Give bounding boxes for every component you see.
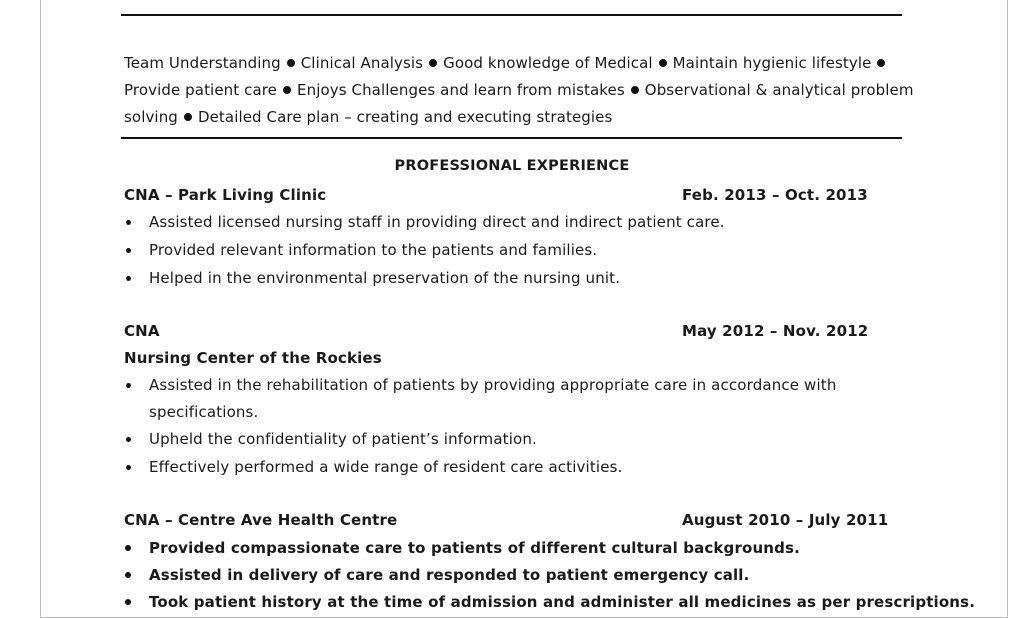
list-item-text: Assisted in the rehabilitation of patients by providing appropriate care in accordance with specifications. [149, 376, 837, 421]
skill-item: Good knowledge of Medical [443, 54, 653, 72]
skill-item: Provide patient care [124, 81, 278, 99]
skill-item: Maintain hygienic lifestyle [672, 54, 872, 72]
list-item-text: Helped in the environmental preservation of the nursing unit. [149, 269, 621, 287]
list-item-text: Took patient history at the time of admission and administer all medicines as per prescriptions. [149, 593, 976, 611]
bullet-dot-icon [631, 86, 639, 94]
section-heading-text: PROFESSIONAL EXPERIENCE [394, 158, 630, 174]
list-item-text: Assisted licensed nursing staff in providing direct and indirect patient care. [149, 213, 725, 231]
bullet-dot-icon [283, 86, 291, 94]
bullet-dot-icon [429, 59, 437, 67]
list-item-text: Effectively performed a wide range of resident care activities. [149, 458, 623, 476]
job-title: CNA – Park Living Clinic [124, 186, 327, 204]
list-item-text: Assisted in delivery of care and responded to patient emergency call. [149, 566, 750, 584]
bullet-dot-icon [877, 59, 885, 67]
list-item [124, 372, 884, 426]
section-divider [121, 137, 902, 139]
job-dates: August 2010 – July 2011 [682, 511, 889, 529]
skills-summary [124, 50, 914, 131]
job-dates: May 2012 – Nov. 2012 [682, 322, 869, 340]
job-title: CNA [124, 322, 160, 340]
skill-item: Detailed Care plan – creating and executing strategies [197, 108, 613, 126]
job-title: CNA – Centre Ave Health Centre [124, 511, 398, 529]
bullet-dot-icon [184, 113, 192, 121]
section-heading [0, 158, 1024, 174]
list-item-text: Upheld the confidentiality of patient’s information. [149, 430, 537, 448]
skill-item: Clinical Analysis [300, 54, 424, 72]
job-dates: Feb. 2013 – Oct. 2013 [682, 186, 868, 204]
skill-item: Team Understanding [124, 54, 281, 72]
bullet-dot-icon [659, 59, 667, 67]
top-divider [121, 14, 902, 16]
job-employer: Nursing Center of the Rockies [124, 349, 382, 367]
list-item-text: Provided compassionate care to patients of different cultural backgrounds. [149, 539, 800, 557]
skill-item: Observational & analytical problem solving [124, 81, 914, 126]
skill-item: Enjoys Challenges and learn from mistakes [297, 81, 625, 99]
bullet-dot-icon [287, 59, 295, 67]
list-item-text: Provided relevant information to the patients and families. [149, 241, 598, 259]
